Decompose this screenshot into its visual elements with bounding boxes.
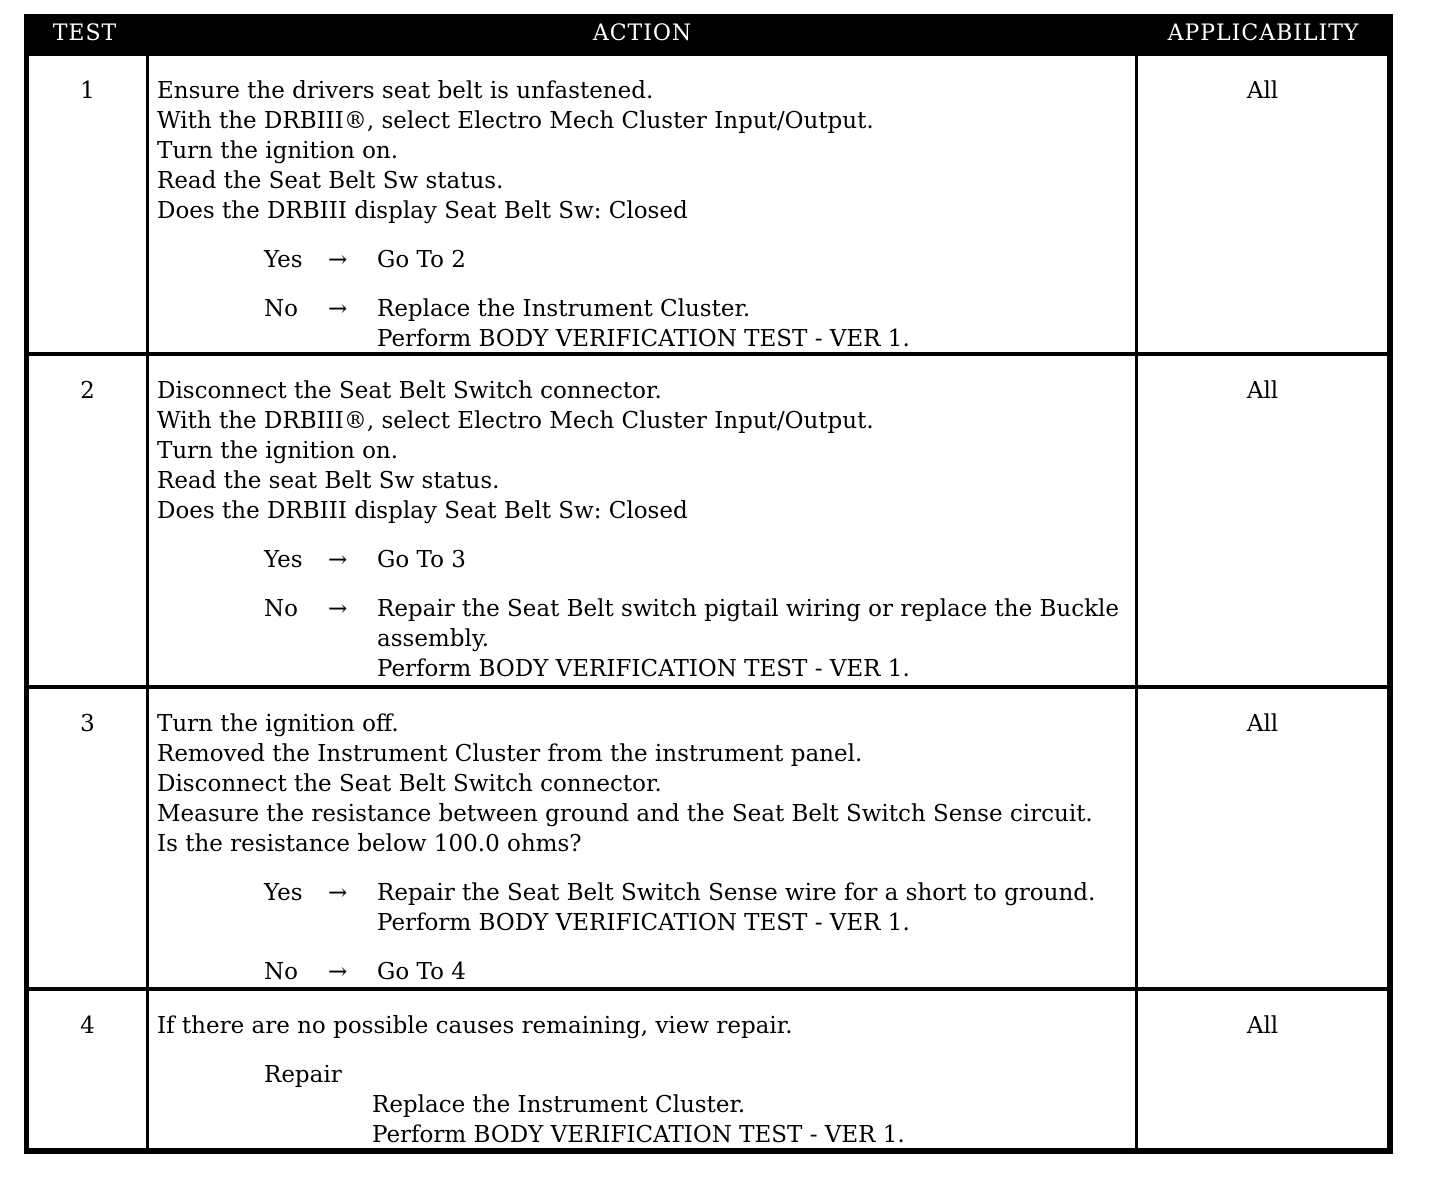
applicability-1: All bbox=[1138, 56, 1387, 352]
repair-label: Repair bbox=[264, 1062, 342, 1088]
action-line: Ensure the drivers seat belt is unfastened. bbox=[157, 78, 654, 104]
branch-line: Repair the Seat Belt switch pigtail wiring or replace the Buckle bbox=[377, 596, 1120, 622]
yes-label: Yes bbox=[264, 247, 303, 273]
branch-line: Go To 3 bbox=[377, 547, 466, 573]
diagnostic-table bbox=[24, 14, 1393, 1154]
no-branch bbox=[264, 594, 1135, 684]
branch-line: Perform BODY VERIFICATION TEST - VER 1. bbox=[377, 910, 910, 936]
branch-line: Repair the Seat Belt Switch Sense wire for a short to ground. bbox=[377, 880, 1096, 906]
branch-line: Go To 2 bbox=[377, 247, 466, 273]
applicability-3: All bbox=[1138, 689, 1387, 987]
no-branch bbox=[264, 957, 1135, 987]
action-line: Read the Seat Belt Sw status. bbox=[157, 168, 504, 194]
branch-line: Replace the Instrument Cluster. bbox=[377, 296, 751, 322]
yes-label: Yes bbox=[264, 547, 303, 573]
arrow-right-icon: → bbox=[328, 880, 348, 906]
no-branch bbox=[264, 294, 1135, 354]
branch-line: Perform BODY VERIFICATION TEST - VER 1. bbox=[377, 326, 910, 352]
arrow-right-icon: → bbox=[328, 596, 348, 622]
action-cell-4 bbox=[149, 991, 1135, 1148]
action-cell-3 bbox=[149, 689, 1135, 987]
action-line: Turn the ignition on. bbox=[157, 138, 399, 164]
header-applicability: APPLICABILITY bbox=[1167, 21, 1360, 46]
branch-line: Go To 4 bbox=[377, 959, 466, 985]
branch-line: assembly. bbox=[377, 626, 490, 652]
action-line: Does the DRBIII display Seat Belt Sw: Closed bbox=[157, 198, 688, 224]
action-line: If there are no possible causes remaining, view repair. bbox=[157, 1013, 793, 1039]
applicability-2: All bbox=[1138, 356, 1387, 685]
yes-branch bbox=[264, 878, 1135, 938]
action-line: Turn the ignition on. bbox=[157, 438, 399, 464]
applicability-4: All bbox=[1138, 991, 1387, 1148]
action-line: With the DRBIII®, select Electro Mech Cluster Input/Output. bbox=[157, 108, 874, 134]
action-line: Disconnect the Seat Belt Switch connector. bbox=[157, 771, 662, 797]
test-number-3: 3 bbox=[29, 689, 146, 987]
repair-line: Replace the Instrument Cluster. bbox=[372, 1092, 746, 1118]
yes-branch bbox=[264, 245, 1135, 275]
action-line: Read the seat Belt Sw status. bbox=[157, 468, 500, 494]
no-label: No bbox=[264, 596, 298, 622]
action-line: Measure the resistance between ground and the Seat Belt Switch Sense circuit. bbox=[157, 801, 1093, 827]
action-line: With the DRBIII®, select Electro Mech Cluster Input/Output. bbox=[157, 408, 874, 434]
arrow-right-icon: → bbox=[328, 547, 348, 573]
arrow-right-icon: → bbox=[328, 247, 348, 273]
action-cell-1 bbox=[149, 56, 1135, 352]
action-cell-2 bbox=[149, 356, 1135, 685]
yes-branch bbox=[264, 545, 1135, 575]
repair-line: Perform BODY VERIFICATION TEST - VER 1. bbox=[372, 1122, 905, 1148]
header-test: TEST bbox=[52, 21, 118, 46]
arrow-right-icon: → bbox=[328, 296, 348, 322]
action-line: Is the resistance below 100.0 ohms? bbox=[157, 831, 582, 857]
test-number-2: 2 bbox=[29, 356, 146, 685]
branch-line: Perform BODY VERIFICATION TEST - VER 1. bbox=[377, 656, 910, 682]
action-line: Does the DRBIII display Seat Belt Sw: Closed bbox=[157, 498, 688, 524]
test-number-4: 4 bbox=[29, 991, 146, 1148]
header-action: ACTION bbox=[592, 21, 693, 46]
arrow-right-icon: → bbox=[328, 959, 348, 985]
action-line: Turn the ignition off. bbox=[157, 711, 399, 737]
no-label: No bbox=[264, 296, 298, 322]
yes-label: Yes bbox=[264, 880, 303, 906]
no-label: No bbox=[264, 959, 298, 985]
action-line: Removed the Instrument Cluster from the instrument panel. bbox=[157, 741, 863, 767]
action-line: Disconnect the Seat Belt Switch connector. bbox=[157, 378, 662, 404]
test-number-1: 1 bbox=[29, 56, 146, 352]
